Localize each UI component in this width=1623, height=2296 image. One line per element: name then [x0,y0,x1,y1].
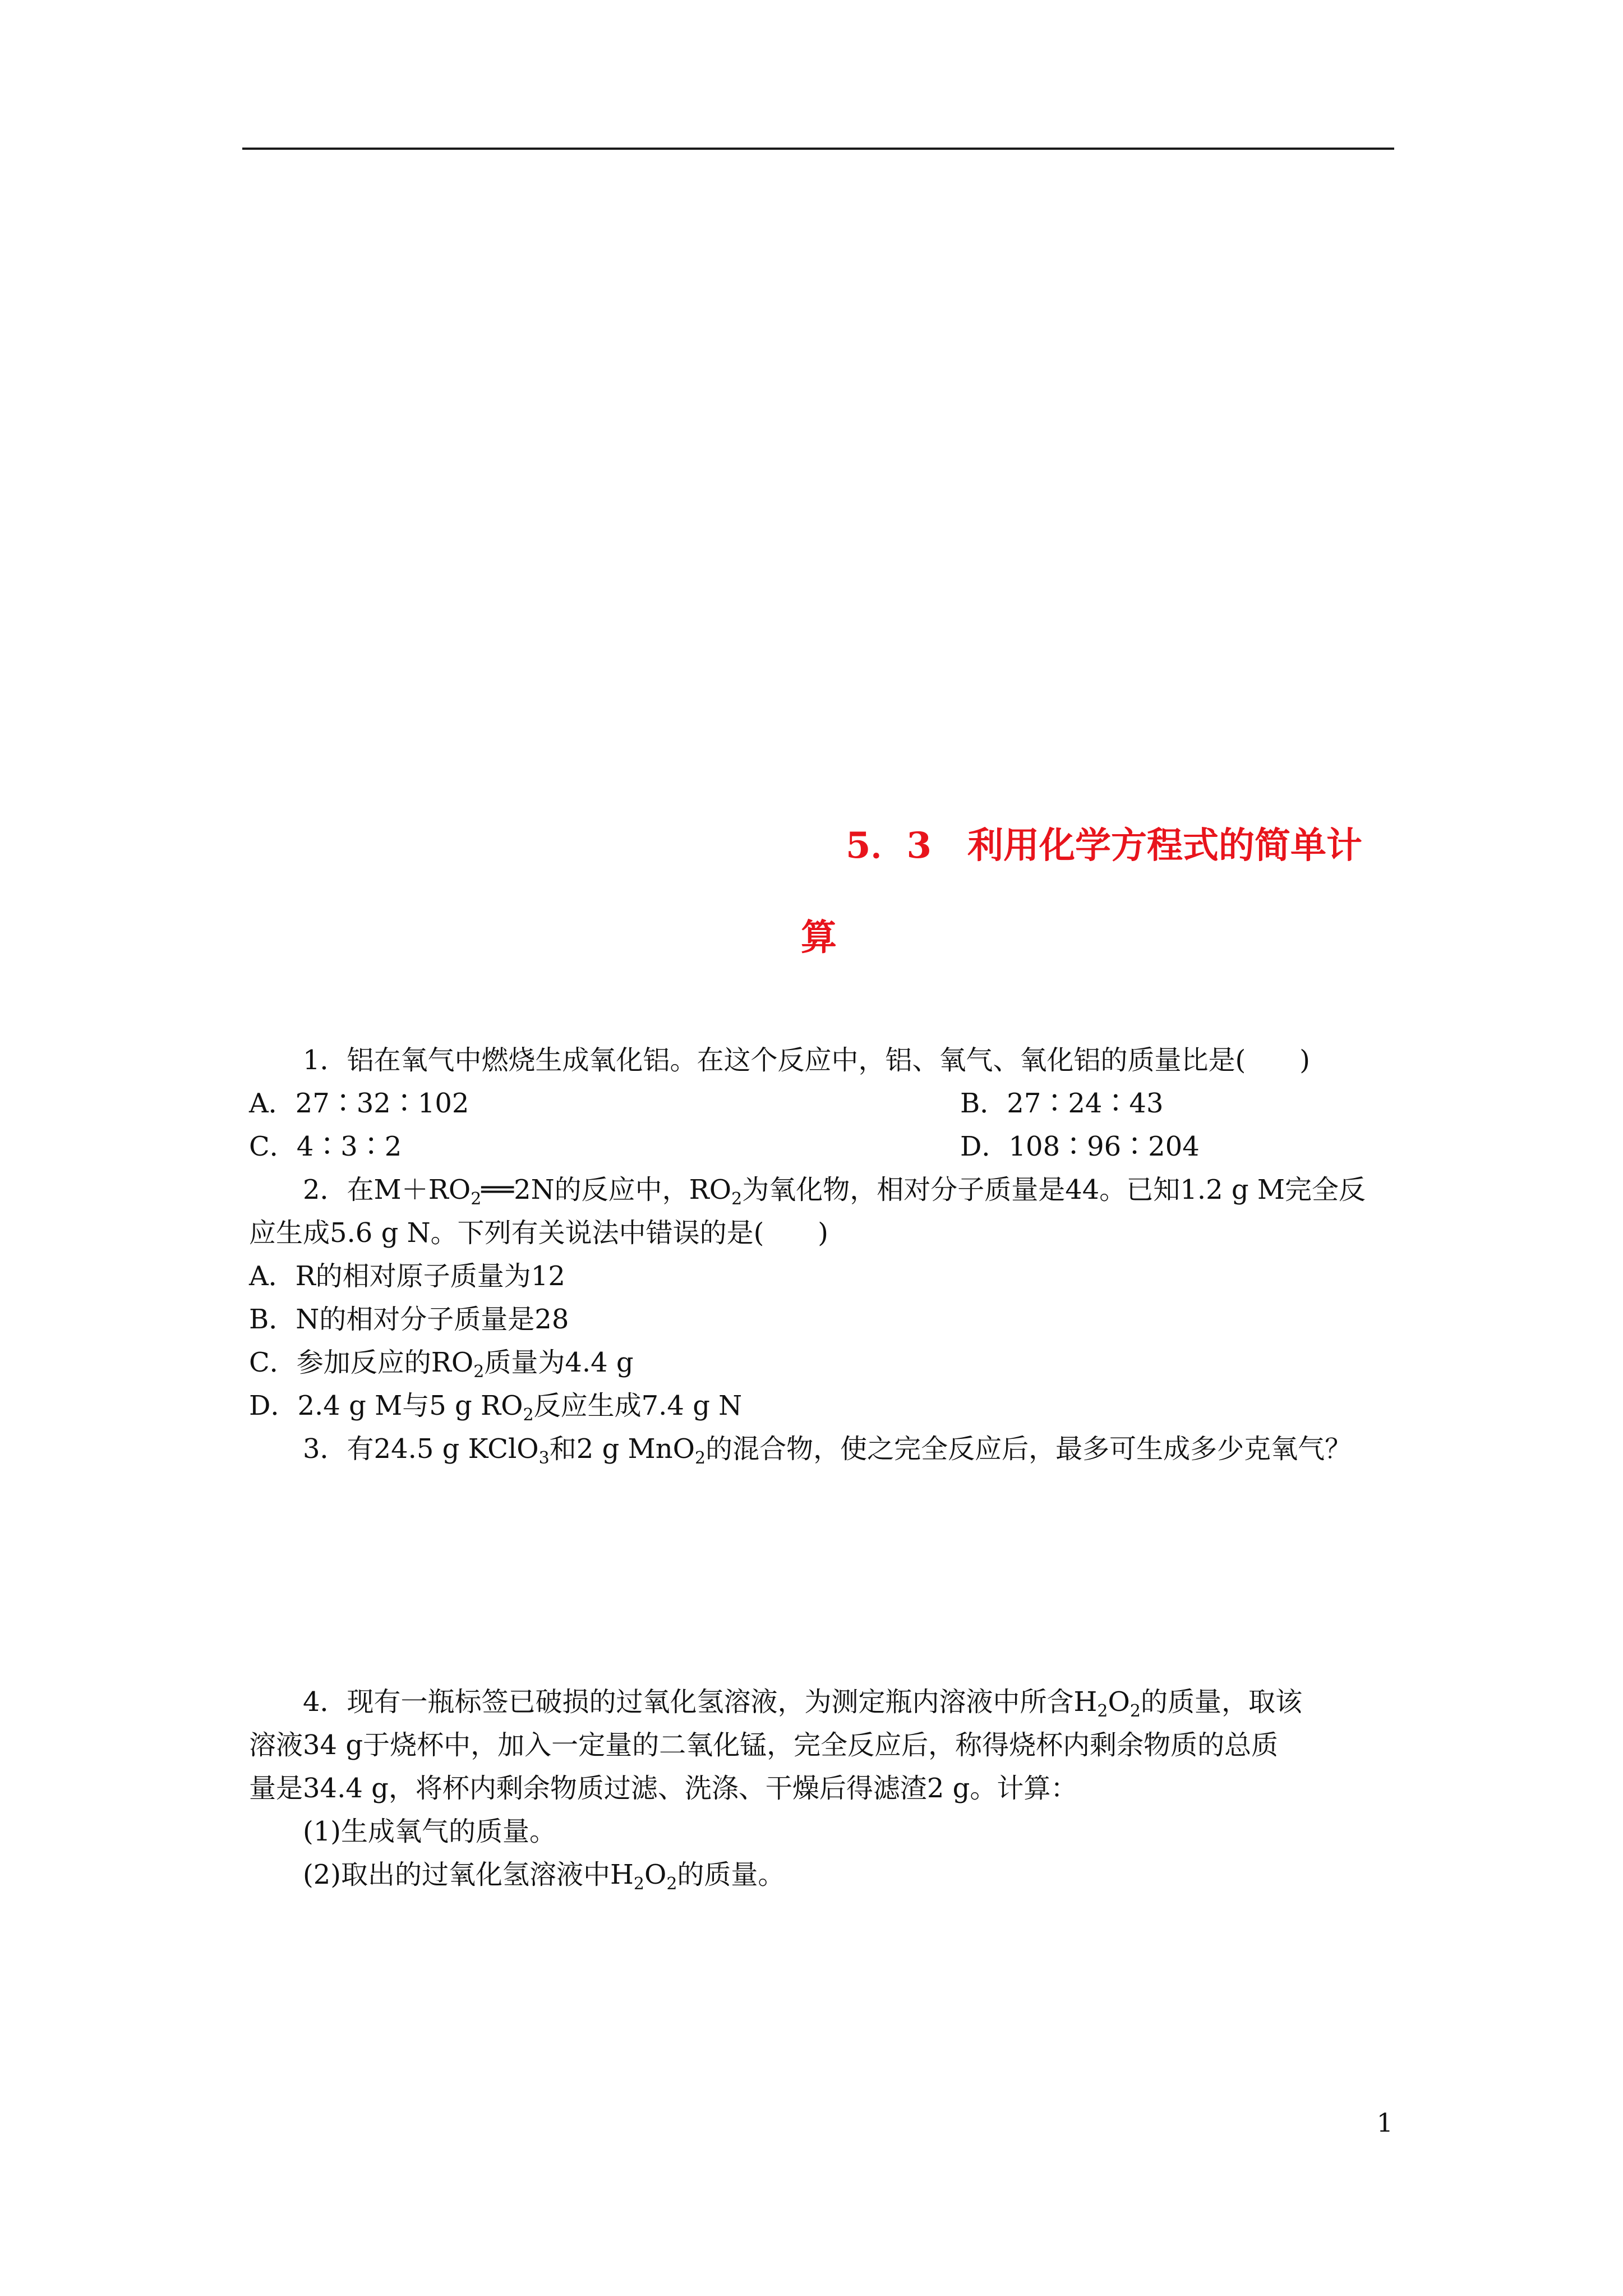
q1-option-a: A．27∶32∶102 [249,1088,469,1119]
subscript: 3 [538,1448,550,1468]
q4-stem-part-2: O [1108,1686,1130,1718]
q3-stem-part-1: 3．有24.5 g KClO [303,1433,539,1465]
q1-option-b: B．27∶24∶43 [960,1088,1164,1119]
subscript: 2 [1097,1701,1108,1721]
q1-stem: 1．铝在氧气中燃烧生成氧化铝。在这个反应中，铝、氧气、氧化铝的质量比是( ) [303,1045,1310,1076]
subscript: 2 [471,1189,482,1209]
subscript: 2 [1129,1701,1141,1721]
q3-stem-part-3: 的混合物，使之完全反应后，最多可生成多少克氧气？ [706,1433,1352,1465]
q2-option-d [249,1390,743,1425]
q4-stem-part-3: 的质量，取该 [1140,1686,1302,1718]
q4-stem-line-2: 溶液34 g于烧杯中，加入一定量的二氧化锰，完全反应后，称得烧杯内剩余物质的总质 [249,1729,1279,1761]
subscript: 2 [633,1874,644,1894]
title-line-1: 5．3 利用化学方程式的简单计 [846,825,1363,867]
q1-options-row-1 [249,1090,1371,1117]
q2-option-c-part-1: C．参加反应的RO [249,1347,474,1378]
q4-stem-line-3: 量是34.4 g，将杯内剩余物质过滤、洗涤、干燥后得滤渣2 g。计算： [249,1773,1078,1804]
subscript: 2 [694,1448,706,1468]
q2-option-d-part-2: 反应生成7.4 g N [533,1390,743,1421]
q1-option-d: D．108∶96∶204 [960,1131,1200,1162]
q2-stem-line-1 [303,1174,1366,1209]
q2-stem-line-2: 应生成5.6 g N。下列有关说法中错误的是( ) [249,1217,829,1249]
q2-option-a: A．R的相对原子质量为12 [249,1260,565,1292]
subscript: 2 [473,1362,485,1382]
q2-option-b: B．N的相对分子质量是28 [249,1304,569,1335]
q4-stem-line-1 [303,1686,1302,1721]
title-line-2: 算 [801,917,837,959]
q4-stem-part-1: 4．现有一瓶标签已破损的过氧化氢溶液，为测定瓶内溶液中所含H [303,1686,1098,1718]
q1-option-c: C．4∶3∶2 [249,1131,402,1162]
header-rule [242,148,1394,150]
q4-part-2-c: 的质量。 [677,1859,785,1890]
q2-stem-part-3: 为氧化物，相对分子质量是44。已知1.2 g M完全反 [742,1174,1366,1205]
q2-stem-part-2: ══2N的反应中，RO [481,1174,732,1205]
q3-stem [303,1433,1352,1468]
q4-part-2-a: (2)取出的过氧化氢溶液中H [303,1859,634,1890]
q2-option-c [249,1347,634,1382]
subscript: 2 [731,1189,743,1209]
subscript: 2 [666,1874,677,1894]
q2-option-c-part-2: 质量为4.4 g [484,1347,634,1378]
q4-part-2 [303,1859,785,1894]
q4-part-2-b: O [644,1859,667,1890]
q2-stem-part-1: 2．在M＋RO [303,1174,471,1205]
q2-option-d-part-1: D．2.4 g M与5 g RO [249,1390,523,1421]
page-number: 1 [1376,2108,1393,2138]
q1-options-row-2 [249,1133,1371,1160]
subscript: 2 [523,1405,534,1425]
q4-part-1: (1)生成氧气的质量。 [303,1816,556,1847]
q3-stem-part-2: 和2 g MnO [549,1433,695,1465]
